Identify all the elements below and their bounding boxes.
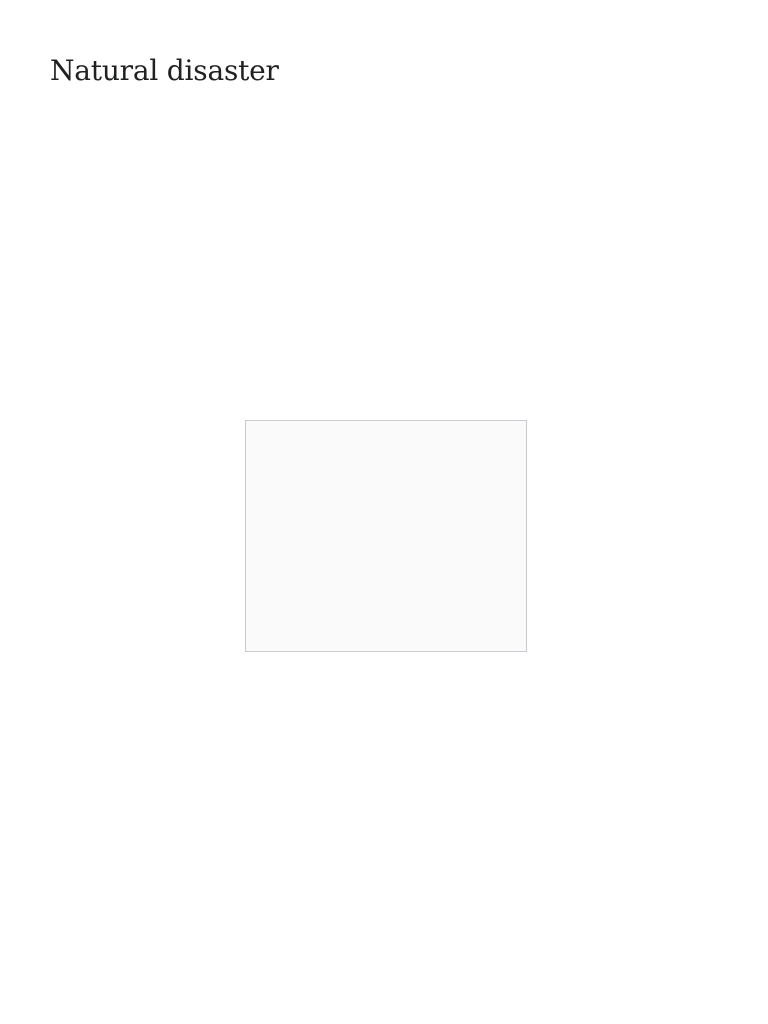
- page-title: Natural disaster: [50, 54, 279, 87]
- hazard-map-image[interactable]: [245, 420, 527, 652]
- figure: [245, 420, 527, 652]
- world-map-svg: [246, 421, 526, 651]
